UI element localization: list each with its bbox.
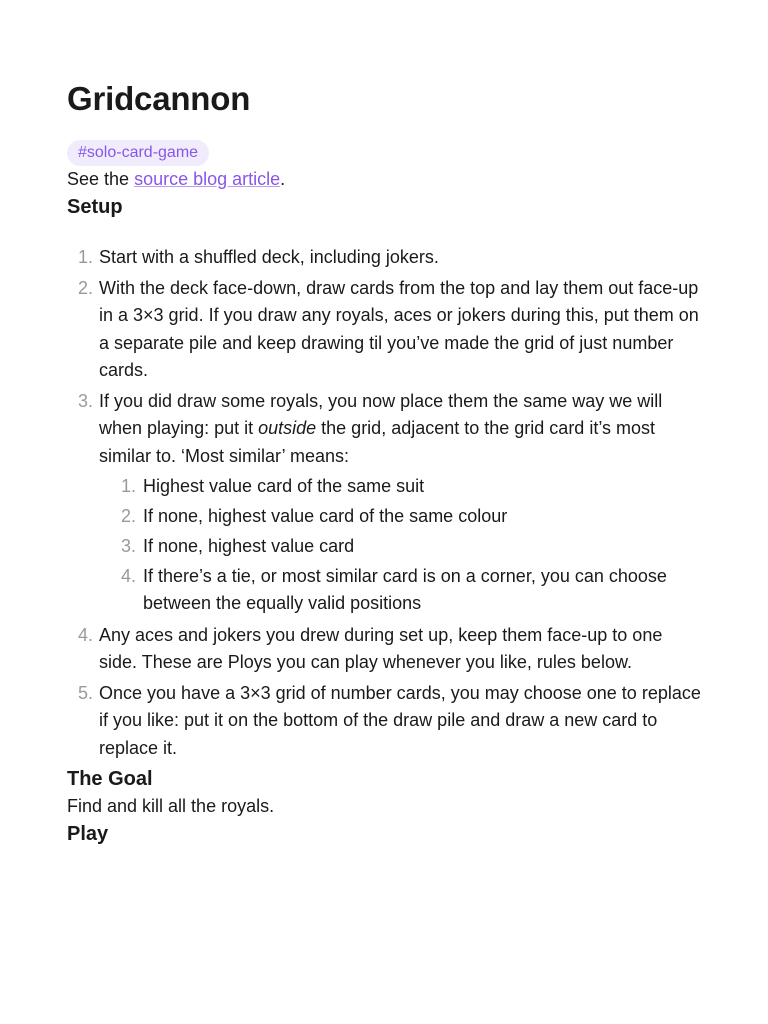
similarity-rule [99,503,701,531]
step-text: Start with a shuffled deck, including jokers. [99,247,439,267]
step-text-post: the grid, adjacent to the grid card it’s most similar to. ‘Most similar’ means: [99,418,656,466]
step-number: 2. [77,277,93,298]
substep-text: If none, highest value card [143,535,355,556]
setup-step [67,244,701,272]
similarity-rule [99,473,701,501]
substep-text: Highest value card of the same suit [143,475,425,496]
setup-steps-list [67,244,701,762]
substep-number: 2. [120,505,136,526]
intro-paragraph [67,166,701,193]
step-text: With the deck face-down, draw cards from the top and lay them out face-up in a 3×3 grid. If you draw any royals, aces or jokers during this, put them on a separate pile and keep drawing til you’ve made the grid of just number cards. [99,277,699,380]
substep-number: 4. [120,565,136,586]
step-number: 4. [77,624,93,645]
similarity-rule [99,563,701,618]
step-number: 1. [77,247,93,267]
setup-step [67,388,701,618]
step-number: 5. [77,682,93,703]
step-text: Any aces and jokers you drew during set up, keep them face-up to one side. These are Ploys you can play whenever you like, rules below. [99,624,663,672]
page-title: Gridcannon [67,80,251,117]
step-text-pre: If you did draw some royals, you now place them the same way we will when playing: put it [99,390,663,438]
step-text: Once you have a 3×3 grid of number cards, you may choose one to replace if you like: put it on the bottom of the draw pile and draw a new card to replace it. [99,682,701,758]
intro-text-before: See the [67,169,135,189]
source-article-link[interactable]: source blog article [134,169,281,189]
intro-text-after: . [280,169,286,189]
substep-text: If there’s a tie, or most similar card is on a corner, you can choose between the equally valid positions [143,565,667,613]
step-text-emphasis: outside [258,418,317,438]
step-text [99,391,662,466]
goal-heading: The Goal [67,768,153,790]
setup-heading: Setup [67,196,123,218]
step-number: 3. [77,390,93,411]
similarity-rule [99,533,701,561]
setup-step [67,622,701,677]
goal-text: Find and kill all the royals. [67,796,275,816]
play-heading: Play [67,823,109,845]
similarity-rules-list [99,473,701,618]
substep-text: If none, highest value card of the same colour [143,505,508,526]
tag-badge[interactable]: #solo-card-game [67,140,209,166]
setup-step [67,275,701,385]
setup-step [67,680,701,763]
substep-number: 3. [120,535,136,556]
substep-number: 1. [120,475,136,496]
